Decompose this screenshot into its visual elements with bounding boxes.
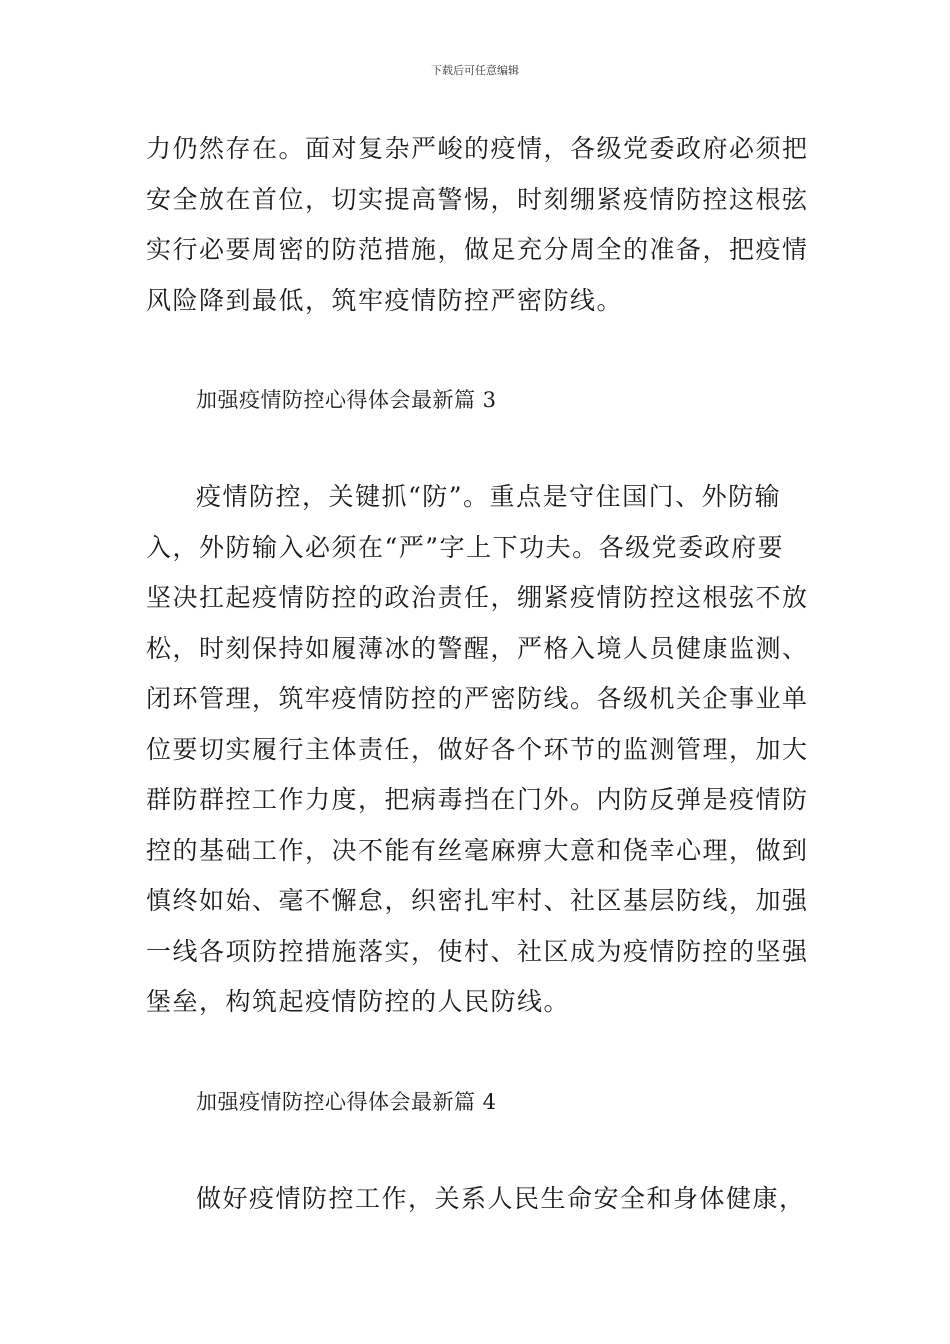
text-line: 慎终如始、毫不懈怠，织密扎牢村、社区基层防线，加强	[146, 886, 809, 915]
paragraph-continuation	[146, 124, 809, 326]
text-line: 控的基础工作，决不能有丝毫麻痹大意和侥幸心理，做到	[146, 835, 809, 865]
text-line: 堡垒，构筑起疫情防控的人民防线。	[146, 987, 571, 1016]
text-line: 疫情防控，关键抓“防”。重点是守住国门、外防输	[196, 482, 782, 511]
document-body	[146, 124, 809, 1224]
text-line: 松，时刻保持如履薄冰的警醒，严格入境人员健康监测、	[146, 633, 809, 663]
text-line: 实行必要周密的防范措施，做足充分周全的准备，把疫情	[146, 235, 809, 264]
text-line: 风险降到最低，筑牢疫情防控严密防线。	[146, 285, 624, 315]
section-heading-3: 加强疫情防控心得体会最新篇 3	[196, 388, 497, 412]
paragraph-section-3	[146, 472, 809, 1028]
section-heading-4: 加强疫情防控心得体会最新篇 4	[196, 1089, 497, 1114]
text-line: 安全放在首位，切实提高警惕，时刻绷紧疫情防控这根弦	[146, 184, 809, 214]
text-line: 群防群控工作力度，把病毒挡在门外。内防反弹是疫情防	[146, 785, 809, 814]
text-line: 力仍然存在。面对复杂严峻的疫情，各级党委政府必须把	[146, 134, 809, 163]
text-line: 一线各项防控措施落实，使村、社区成为疫情防控的坚强	[146, 936, 809, 966]
text-line: 坚决扛起疫情防控的政治责任，绷紧疫情防控这根弦不放	[146, 583, 809, 612]
page-header: 下载后可任意编辑	[431, 64, 519, 77]
text-line: 入，外防输入必须在“严”字上下功夫。各级党委政府要	[146, 532, 785, 562]
text-line: 闭环管理，筑牢疫情防控的严密防线。各级机关企事业单	[146, 684, 809, 713]
text-line: 做好疫情防控工作，关系人民生命安全和身体健康，	[196, 1183, 806, 1213]
text-line: 位要切实履行主体责任，做好各个环节的监测管理，加大	[146, 734, 809, 764]
paragraph-section-4	[146, 1174, 806, 1225]
